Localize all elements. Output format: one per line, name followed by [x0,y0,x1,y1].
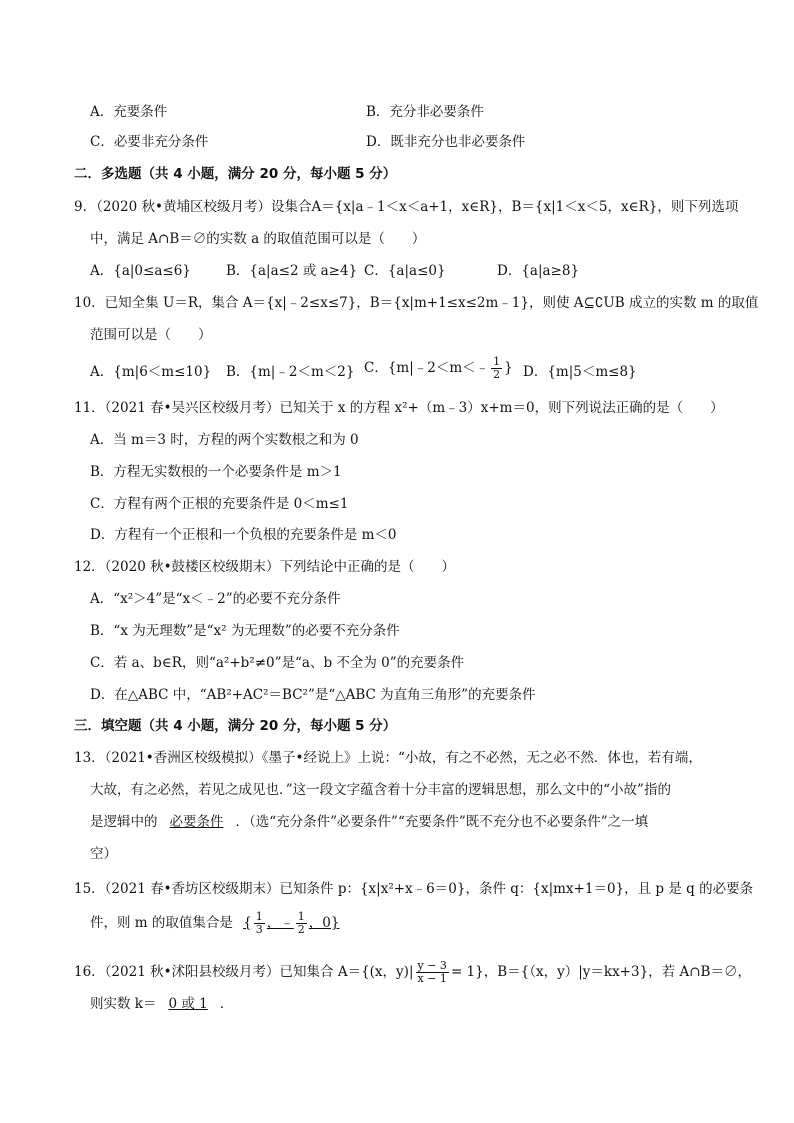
q10-option-c [364,356,513,381]
q10-option-c-prefix: C．{m|﹣2＜m＜﹣ [364,360,490,376]
q15-fraction-2-numerator: 1 [297,910,305,923]
q16-fraction-numerator: y − 3 [417,959,447,972]
q10-option-c-fraction-numerator: 1 [493,355,501,368]
q11-option-b: B．方程无实数根的一个必要条件是 m＞1 [90,464,342,480]
q10-option-c-suffix: } [504,360,513,376]
q12-option-c: C．若 a、b∈R，则“a²+b²≠0”是“a、b 不全为 0”的充要条件 [90,655,465,671]
q10-option-a: A．{m|6＜m≤10} [90,364,212,380]
q9-option-d: D．{a|a≥8} [497,263,580,279]
q15-answer-blank [237,910,345,936]
q16-answer-blank: 0 或 1 [168,996,208,1012]
q13-line3-prefix: 是逻辑中的 [90,814,158,830]
q15-fraction-2-denominator: 2 [297,923,305,936]
q12-option-d: D．在△ABC 中，“AB²+AC²＝BC²”是“△ABC 为直角三角形”的充要条件 [90,687,536,703]
q10-option-c-fraction-denominator: 2 [493,368,501,381]
q10-option-c-fraction [491,356,502,381]
q16-line2 [90,995,233,1013]
q16-fraction-denominator: x − 1 [417,972,447,985]
q11-option-c: C．方程有两个正根的充要条件是 0＜m≤1 [90,496,349,512]
q12-option-b: B．“x 为无理数”是“x² 为无理数”的必要不充分条件 [90,623,400,639]
q15-line2-prefix: 件，则 m 的取值集合是 [90,915,233,931]
q13-answer-blank: 必要条件 [169,814,224,830]
q9-option-b: B．{a|a≤2 或 a≥4} [226,263,358,279]
q15-answer-separator: ，﹣ [266,915,294,931]
q15-line1: 15．（2021 春•香坊区校级期末）已知条件 p：{x|x²+x﹣6＝0}，条件 q：{x|mx+1＝0}，且 p 是 q 的必要条 [74,881,754,897]
q9-stem-line2: 中，满足 A∩B＝∅的实数 a 的取值范围可以是（ ） [90,231,426,247]
q16-line2-prefix: 则实数 k＝ [90,996,157,1012]
q10-stem-line2: 范围可以是（ ） [90,327,212,343]
q16-line2-suffix: ． [219,996,234,1012]
q11-option-a: A．当 m＝3 时，方程的两个实数根之和为 0 [90,432,359,448]
q16-line1 [74,960,751,985]
q13-line3-suffix: ．（选“充分条件”必要条件”“充要条件”既不充分也不必要条件”之一填 [235,814,649,830]
q12-stem: 12．（2020 秋•鼓楼区校级期末）下列结论中正确的是（ ） [74,559,456,575]
q13-line4: 空） [90,846,117,862]
q10-option-d: D．{m|5＜m≤8} [523,364,637,380]
section-2-heading: 二．多选题（共 4 小题，满分 20 分，每小题 5 分） [74,166,397,182]
q15-answer-fraction-1 [254,911,265,936]
q10-option-b: B．{m|﹣2＜m＜2} [226,364,355,380]
q10-stem-line1: 10．已知全集 U＝R，集合 A＝{x|﹣2≤x≤7}，B＝{x|m+1≤x≤2m﹣1}，则使 A⊆∁UB 成立的实数 m 的取值 [74,295,759,311]
q12-option-a: A．“x²＞4”是“x＜﹣2”的必要不充分条件 [90,591,341,607]
q15-answer-fraction-2 [296,911,307,936]
q15-answer-close: ，0} [308,915,340,931]
q11-option-d: D．方程有一个正根和一个负根的充要条件是 m＜0 [90,527,397,543]
q15-fraction-1-numerator: 1 [255,910,263,923]
q15-fraction-1-denominator: 3 [255,923,263,936]
q13-line1: 13．（2021•香洲区校级模拟）《墨子•经说上》上说：“小故，有之不必然，无之必不然．体也，若有端， [74,750,702,766]
section-3-heading: 三．填空题（共 4 小题，满分 20 分，每小题 5 分） [74,718,397,734]
q9-option-a: A．{a|0≤a≤6} [90,263,191,279]
q13-line2: 大故，有之必然，若见之成见也．”这一段文字蕴含着十分丰富的逻辑思想，那么文中的“小故”指的 [90,782,671,798]
q16-line1-prefix: 16．（2021 秋•沭阳县校级月考）已知集合 A＝{(x，y)| [74,964,414,980]
q11-stem: 11．（2021 春•吴兴区校级月考）已知关于 x 的方程 x²+（m﹣3）x+m＝0，则下列说法正确的是（ ） [74,400,724,416]
q8-option-a: A．充要条件 [90,104,168,120]
q9-stem-line1: 9．（2020 秋•黄埔区校级月考）设集合A＝{x|a﹣1＜x＜a+1，x∈R}，B＝{x|1＜x＜5，x∈R}，则下列选项 [74,199,739,215]
q9-option-c: C．{a|a≤0} [364,263,446,279]
q15-answer-open: { [243,915,252,931]
q8-option-d: D．既非充分也非必要条件 [366,134,526,150]
q16-fraction [416,960,449,985]
q16-line1-suffix: = 1}，B＝{（x，y）|y＝kx+3}，若 A∩B＝∅， [450,964,751,980]
q8-option-c: C．必要非充分条件 [90,134,209,150]
q15-line2 [90,911,345,936]
q8-option-b: B．充分非必要条件 [366,104,484,120]
q13-line3 [90,813,648,831]
